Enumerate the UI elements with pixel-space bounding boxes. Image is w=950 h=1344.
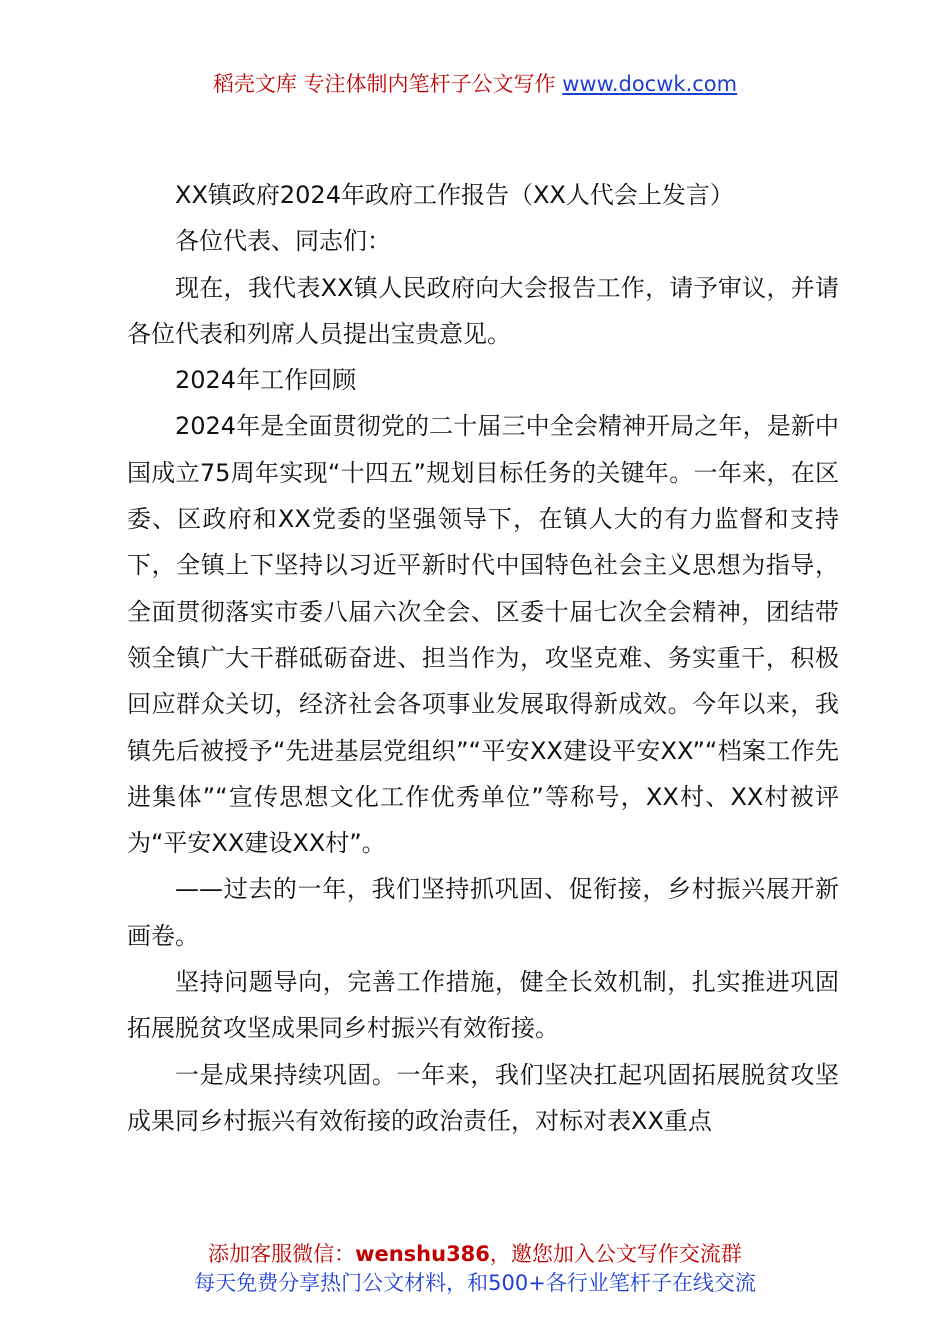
- document-title: XX镇政府2024年政府工作报告（XX人代会上发言）: [175, 181, 734, 209]
- page-header: [0, 68, 950, 100]
- paragraph: 一是成果持续巩固。一年来，我们坚决扛起巩固拓展脱贫攻坚成果同乡村振兴有效衔接的政治责任，对标对表XX重点: [127, 1060, 839, 1135]
- document-body: [127, 172, 839, 1144]
- footer-contact-prefix: 添加客服微信：: [208, 1242, 356, 1266]
- paragraph: 现在，我代表XX镇人民政府向大会报告工作，请予审议，并请各位代表和列席人员提出宝贵意见。: [127, 273, 839, 348]
- paragraph: 坚持问题导向，完善工作措施，健全长效机制，扎实推进巩固拓展脱贫攻坚成果同乡村振兴有效衔接。: [127, 968, 839, 1043]
- footer-contact-line: [0, 1240, 950, 1269]
- header-website-link[interactable]: www.docwk.com: [562, 72, 738, 96]
- salutation: 各位代表、同志们：: [175, 227, 391, 256]
- page-footer: [0, 1240, 950, 1298]
- paragraph: 2024年是全面贯彻党的二十届三中全会精神开局之年，是新中国成立75周年实现“十四五”规划目标任务的关键年。一年来，在区委、区政府和XX党委的坚强领导下，在镇人大的有力监督和支持下，全镇上下坚持以习近平新时代中国特色社会主义思想为指导，全面贯彻落实市委八届六次全会、区委十届七次全会精神，团结带领全镇广大干群砥砺奋进、担当作为，攻坚克难、务实重干，积极回应群众关切，经济社会各项事业发展取得新成效。今年以来，我镇先后被授予“先进基层党组织”“平安XX建设平安XX”“档案工作先进集体”“宣传思想文化工作优秀单位”等称号，XX村、XX村被评为“平安XX建设XX村”。: [127, 412, 839, 858]
- footer-promo-line: 每天免费分享热门公文材料，和500+各行业笔杆子在线交流: [194, 1271, 756, 1295]
- footer-wechat-id: wenshu386: [355, 1242, 490, 1266]
- header-slogan: 稻壳文库 专注体制内笔杆子公文写作: [212, 72, 563, 96]
- section-heading: 2024年工作回顾: [175, 366, 357, 395]
- paragraph: ——过去的一年，我们坚持抓巩固、促衔接，乡村振兴展开新画卷。: [127, 875, 839, 950]
- footer-contact-suffix: ，邀您加入公文写作交流群: [489, 1242, 742, 1266]
